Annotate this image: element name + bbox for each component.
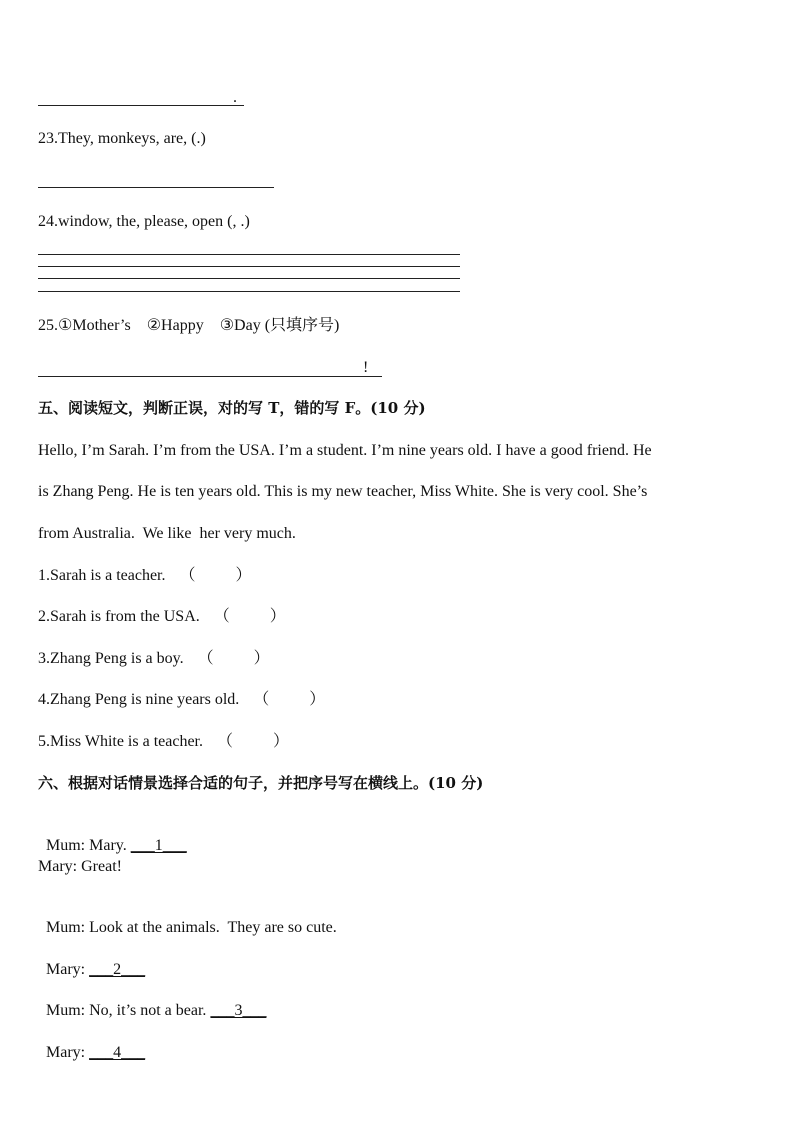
tf-item-text: 4.Zhang Peng is nine years old. [38, 691, 240, 708]
dialogue-line-1 [38, 816, 187, 856]
q24-answer-line-3[interactable] [38, 278, 460, 279]
tf-item-text: 3.Zhang Peng is a boy. [38, 650, 184, 667]
dialogue-text: Mary: Great! [38, 858, 122, 875]
dialogue-line-4 [38, 940, 145, 980]
tf-answer-paren[interactable]: （ ） [217, 733, 290, 750]
q23-answer-line[interactable] [38, 187, 274, 188]
passage-line-1: Hello, I’m Sarah. I’m from the USA. I’m a student. I’m nine years old. I have a good friend. He [38, 442, 652, 459]
tf-item-text: 5.Miss White is a teacher. [38, 733, 203, 750]
section5-title: 五、阅读短文，判断正误，对的写 T，错的写 F。(10 分) [38, 399, 426, 417]
tf-answer-paren[interactable]: （ ） [253, 691, 326, 708]
tf-item-5 [38, 732, 289, 752]
dialogue-blank-4[interactable]: ___4___ [89, 1044, 146, 1061]
dialogue-line-3 [38, 898, 337, 938]
q24-prompt: 24.window, the, please, open (, .) [38, 213, 250, 230]
tf-answer-paren[interactable]: （ ） [179, 567, 252, 584]
dialogue-text: Mum: Mary. [46, 837, 131, 854]
tf-answer-paren[interactable]: （ ） [197, 650, 270, 667]
q22-answer-line[interactable] [38, 105, 244, 106]
dialogue-blank-2[interactable]: ___2___ [89, 961, 146, 978]
passage-line-2: is Zhang Peng. He is ten years old. This is my new teacher, Miss White. She is very cool. She’s [38, 483, 648, 500]
section6-title: 六、根据对话情景选择合适的句子，并把序号写在横线上。(10 分) [38, 774, 484, 792]
dialogue-blank-3[interactable]: ___3___ [210, 1002, 267, 1019]
q24-answer-line-2[interactable] [38, 266, 460, 267]
q24-answer-line-1[interactable] [38, 254, 460, 255]
q24-answer-line-4[interactable] [38, 291, 460, 292]
dialogue-line-2 [38, 857, 122, 877]
q25-end-mark: ! [363, 359, 369, 376]
tf-item-4 [38, 690, 325, 710]
tf-item-2 [38, 607, 286, 627]
dialogue-blank-1[interactable]: ___1___ [130, 837, 187, 854]
tf-item-3 [38, 649, 270, 669]
dialogue-line-6 [38, 1023, 145, 1063]
q23-prompt: 23.They, monkeys, are, (.) [38, 130, 206, 147]
tf-item-1 [38, 566, 252, 586]
q25-answer-line[interactable] [38, 376, 382, 377]
tf-item-text: 2.Sarah is from the USA. [38, 608, 200, 625]
q22-end-mark: . [233, 89, 237, 106]
dialogue-text: Mum: Look at the animals. They are so cute. [46, 919, 337, 936]
passage-line-3: from Australia. We like her very much. [38, 525, 296, 542]
dialogue-text: Mary: [46, 1044, 90, 1061]
tf-answer-paren[interactable]: （ ） [213, 608, 286, 625]
dialogue-text: Mum: No, it’s not a bear. [46, 1002, 211, 1019]
dialogue-text: Mary: [46, 961, 90, 978]
q25-prompt: 25.①Mother’s ②Happy ③Day (只填序号) [38, 317, 340, 334]
tf-item-text: 1.Sarah is a teacher. [38, 567, 166, 584]
dialogue-line-5 [38, 981, 266, 1021]
